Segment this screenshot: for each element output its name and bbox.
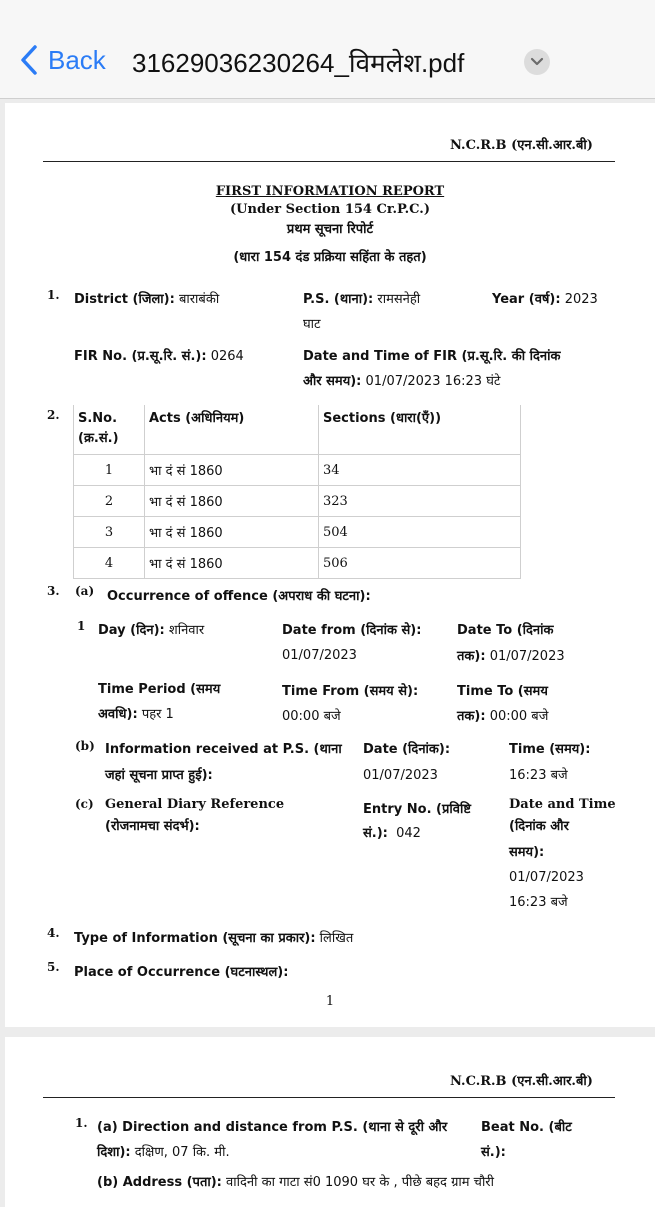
section-3c-marker: (c) xyxy=(75,797,94,811)
time-to-label-line1: Time To (समय xyxy=(457,684,548,699)
header-rule xyxy=(43,1097,615,1098)
top-bar xyxy=(0,0,655,99)
occurrence-item-number: 1 xyxy=(77,619,86,633)
pdf-page-1 xyxy=(5,103,655,1027)
entry-number-label-line1: Entry No. (प्रविष्टि xyxy=(363,802,471,817)
ps-value-line2: घाट xyxy=(303,317,321,332)
row-section: 506 xyxy=(319,548,521,579)
occurrence-label: Occurrence of offence (अपराध की घटना): xyxy=(107,589,371,604)
gd-time-value: 16:23 बजे xyxy=(509,895,568,910)
back-label: Back xyxy=(48,44,106,75)
entry-number-value: 042 xyxy=(396,826,421,841)
row-act: भा दं सं 1860 xyxy=(145,517,319,548)
chevron-left-icon xyxy=(20,44,38,76)
address-field xyxy=(97,1170,494,1195)
header-acts: Acts (अधिनियम) xyxy=(145,405,319,455)
fir-datetime-label-line1: Date and Time of FIR (प्र.सू.रि. की दिनांक xyxy=(303,349,561,364)
gd-reference-label-line1: General Diary Reference xyxy=(105,797,285,812)
report-title: FIRST INFORMATION REPORT xyxy=(215,184,445,199)
row-act: भा दं सं 1860 xyxy=(145,548,319,579)
day-value: शनिवार xyxy=(168,623,205,638)
section-1-number: 1. xyxy=(75,1116,88,1130)
time-period-label-line2: अवधि): xyxy=(98,707,138,722)
date-from-label: Date from (दिनांक से): xyxy=(282,623,422,638)
beat-number-label-line1: Beat No. (बीट xyxy=(481,1120,572,1135)
direction-label-line2: दिशा): xyxy=(97,1145,131,1160)
day-label: Day (दिन): xyxy=(98,623,165,638)
info-received-label-line1: Information received at P.S. (थाना xyxy=(105,742,342,757)
time-period-label-line1: Time Period (समय xyxy=(98,682,221,697)
gd-datetime-label-line3: समय): xyxy=(509,845,545,860)
row-sno: 3 xyxy=(74,517,145,548)
ncrb-header: N.C.R.B (एन.सी.आर.बी) xyxy=(450,138,593,153)
report-subtitle: (Under Section 154 Cr.P.C.) xyxy=(230,202,430,217)
time-from-label: Time From (समय से): xyxy=(282,684,419,699)
report-subtitle-hindi: (धारा 154 दंड प्रक्रिया सहिंता के तहत) xyxy=(233,250,427,265)
date-to-label-line2: तक): xyxy=(457,649,486,664)
report-title-hindi: प्रथम सूचना रिपोर्ट xyxy=(286,222,374,237)
section-3a-marker: (a) xyxy=(75,584,95,598)
ps-label: P.S. (थाना): xyxy=(303,292,374,307)
ps-value-line1: रामसनेही xyxy=(377,292,421,307)
row-act: भा दं सं 1860 xyxy=(145,455,319,486)
direction-label-line1: (a) Direction and distance from P.S. (थाना से दूरी और xyxy=(97,1120,448,1135)
time-to-field xyxy=(457,704,548,729)
district-field xyxy=(74,287,219,312)
fir-number-field xyxy=(74,344,244,369)
direction-value: दक्षिण, 07 कि. मी. xyxy=(134,1145,230,1160)
address-value: वादिनी का गाटा सं0 1090 घर के , पीछे बहद ग्राम चौरी xyxy=(226,1175,494,1190)
day-field xyxy=(98,618,204,643)
entry-number-label-line2: सं.): xyxy=(363,826,388,841)
section-3b-marker: (b) xyxy=(75,739,95,753)
fir-datetime-label-line2: और समय): xyxy=(303,374,362,389)
info-received-label-line2: जहां सूचना प्राप्त हुई): xyxy=(105,768,213,783)
back-button[interactable] xyxy=(20,44,106,76)
page-number: 1 xyxy=(325,994,335,1009)
row-sno: 2 xyxy=(74,486,145,517)
gd-datetime-label-line1: Date and Time xyxy=(509,797,616,812)
table-row xyxy=(74,548,521,579)
place-of-occurrence-label: Place of Occurrence (घटनास्थल): xyxy=(74,965,289,980)
date-to-label-line1: Date To (दिनांक xyxy=(457,623,554,638)
received-date-value: 01/07/2023 xyxy=(363,768,438,783)
section-4-number: 4. xyxy=(47,926,60,940)
header-sno xyxy=(74,405,145,455)
entry-number-field xyxy=(363,821,421,846)
document-title: 31629036230264_विमलेश.pdf xyxy=(132,48,465,78)
section-2-number: 2. xyxy=(47,408,60,422)
time-period-value: पहर 1 xyxy=(141,707,174,722)
header-sno-en: S.No. xyxy=(78,411,118,426)
row-sno: 4 xyxy=(74,548,145,579)
information-type-field xyxy=(74,926,353,951)
row-act: भा दं सं 1860 xyxy=(145,486,319,517)
time-to-value: 00:00 बजे xyxy=(489,709,549,724)
direction-field xyxy=(97,1140,230,1165)
acts-table-header xyxy=(74,405,521,455)
received-time-label: Time (समय): xyxy=(509,742,591,757)
time-to-label-line2: तक): xyxy=(457,709,486,724)
time-period-field xyxy=(98,702,174,727)
fir-label: FIR No. (प्र.सू.रि. सं.): xyxy=(74,349,207,364)
gd-datetime-label-line2: (दिनांक और xyxy=(509,819,569,834)
ncrb-header: N.C.R.B (एन.सी.आर.बी) xyxy=(450,1074,593,1089)
section-1-number: 1. xyxy=(47,288,60,302)
received-time-value: 16:23 बजे xyxy=(509,768,568,783)
title-menu-button[interactable] xyxy=(524,49,550,75)
section-3-number: 3. xyxy=(47,584,60,598)
year-value: 2023 xyxy=(564,292,598,307)
fir-value: 0264 xyxy=(210,349,244,364)
date-to-field xyxy=(457,644,565,669)
row-section: 323 xyxy=(319,486,521,517)
row-section: 504 xyxy=(319,517,521,548)
date-from-value: 01/07/2023 xyxy=(282,648,357,663)
header-rule xyxy=(43,161,615,162)
time-from-value: 00:00 बजे xyxy=(282,709,341,724)
gd-reference-label-line2: (रोजनामचा संदर्भ): xyxy=(105,819,200,834)
year-label: Year (वर्ष): xyxy=(492,292,561,307)
chevron-down-icon xyxy=(530,57,544,67)
year-field xyxy=(492,287,598,312)
information-type-value: लिखित xyxy=(319,931,354,946)
pdf-page-2 xyxy=(5,1037,655,1207)
table-row xyxy=(74,517,521,548)
table-row xyxy=(74,455,521,486)
acts-table xyxy=(73,405,521,579)
row-section: 34 xyxy=(319,455,521,486)
date-to-value: 01/07/2023 xyxy=(489,649,565,664)
section-5-number: 5. xyxy=(47,960,60,974)
header-sno-hi: (क्र.सं.) xyxy=(78,431,119,446)
address-label: (b) Address (पता): xyxy=(97,1175,222,1190)
gd-date-value: 01/07/2023 xyxy=(509,870,584,885)
header-sections: Sections (धारा(एँ)) xyxy=(319,405,521,455)
fir-datetime-field xyxy=(303,369,500,394)
fir-datetime-value: 01/07/2023 16:23 घंटे xyxy=(365,374,501,389)
row-sno: 1 xyxy=(74,455,145,486)
district-label: District (जिला): xyxy=(74,292,175,307)
beat-number-label-line2: सं.): xyxy=(481,1145,506,1160)
information-type-label: Type of Information (सूचना का प्रकार): xyxy=(74,931,316,946)
district-value: बाराबंकी xyxy=(178,292,220,307)
received-date-label: Date (दिनांक): xyxy=(363,742,451,757)
table-row xyxy=(74,486,521,517)
ps-field xyxy=(303,287,420,312)
